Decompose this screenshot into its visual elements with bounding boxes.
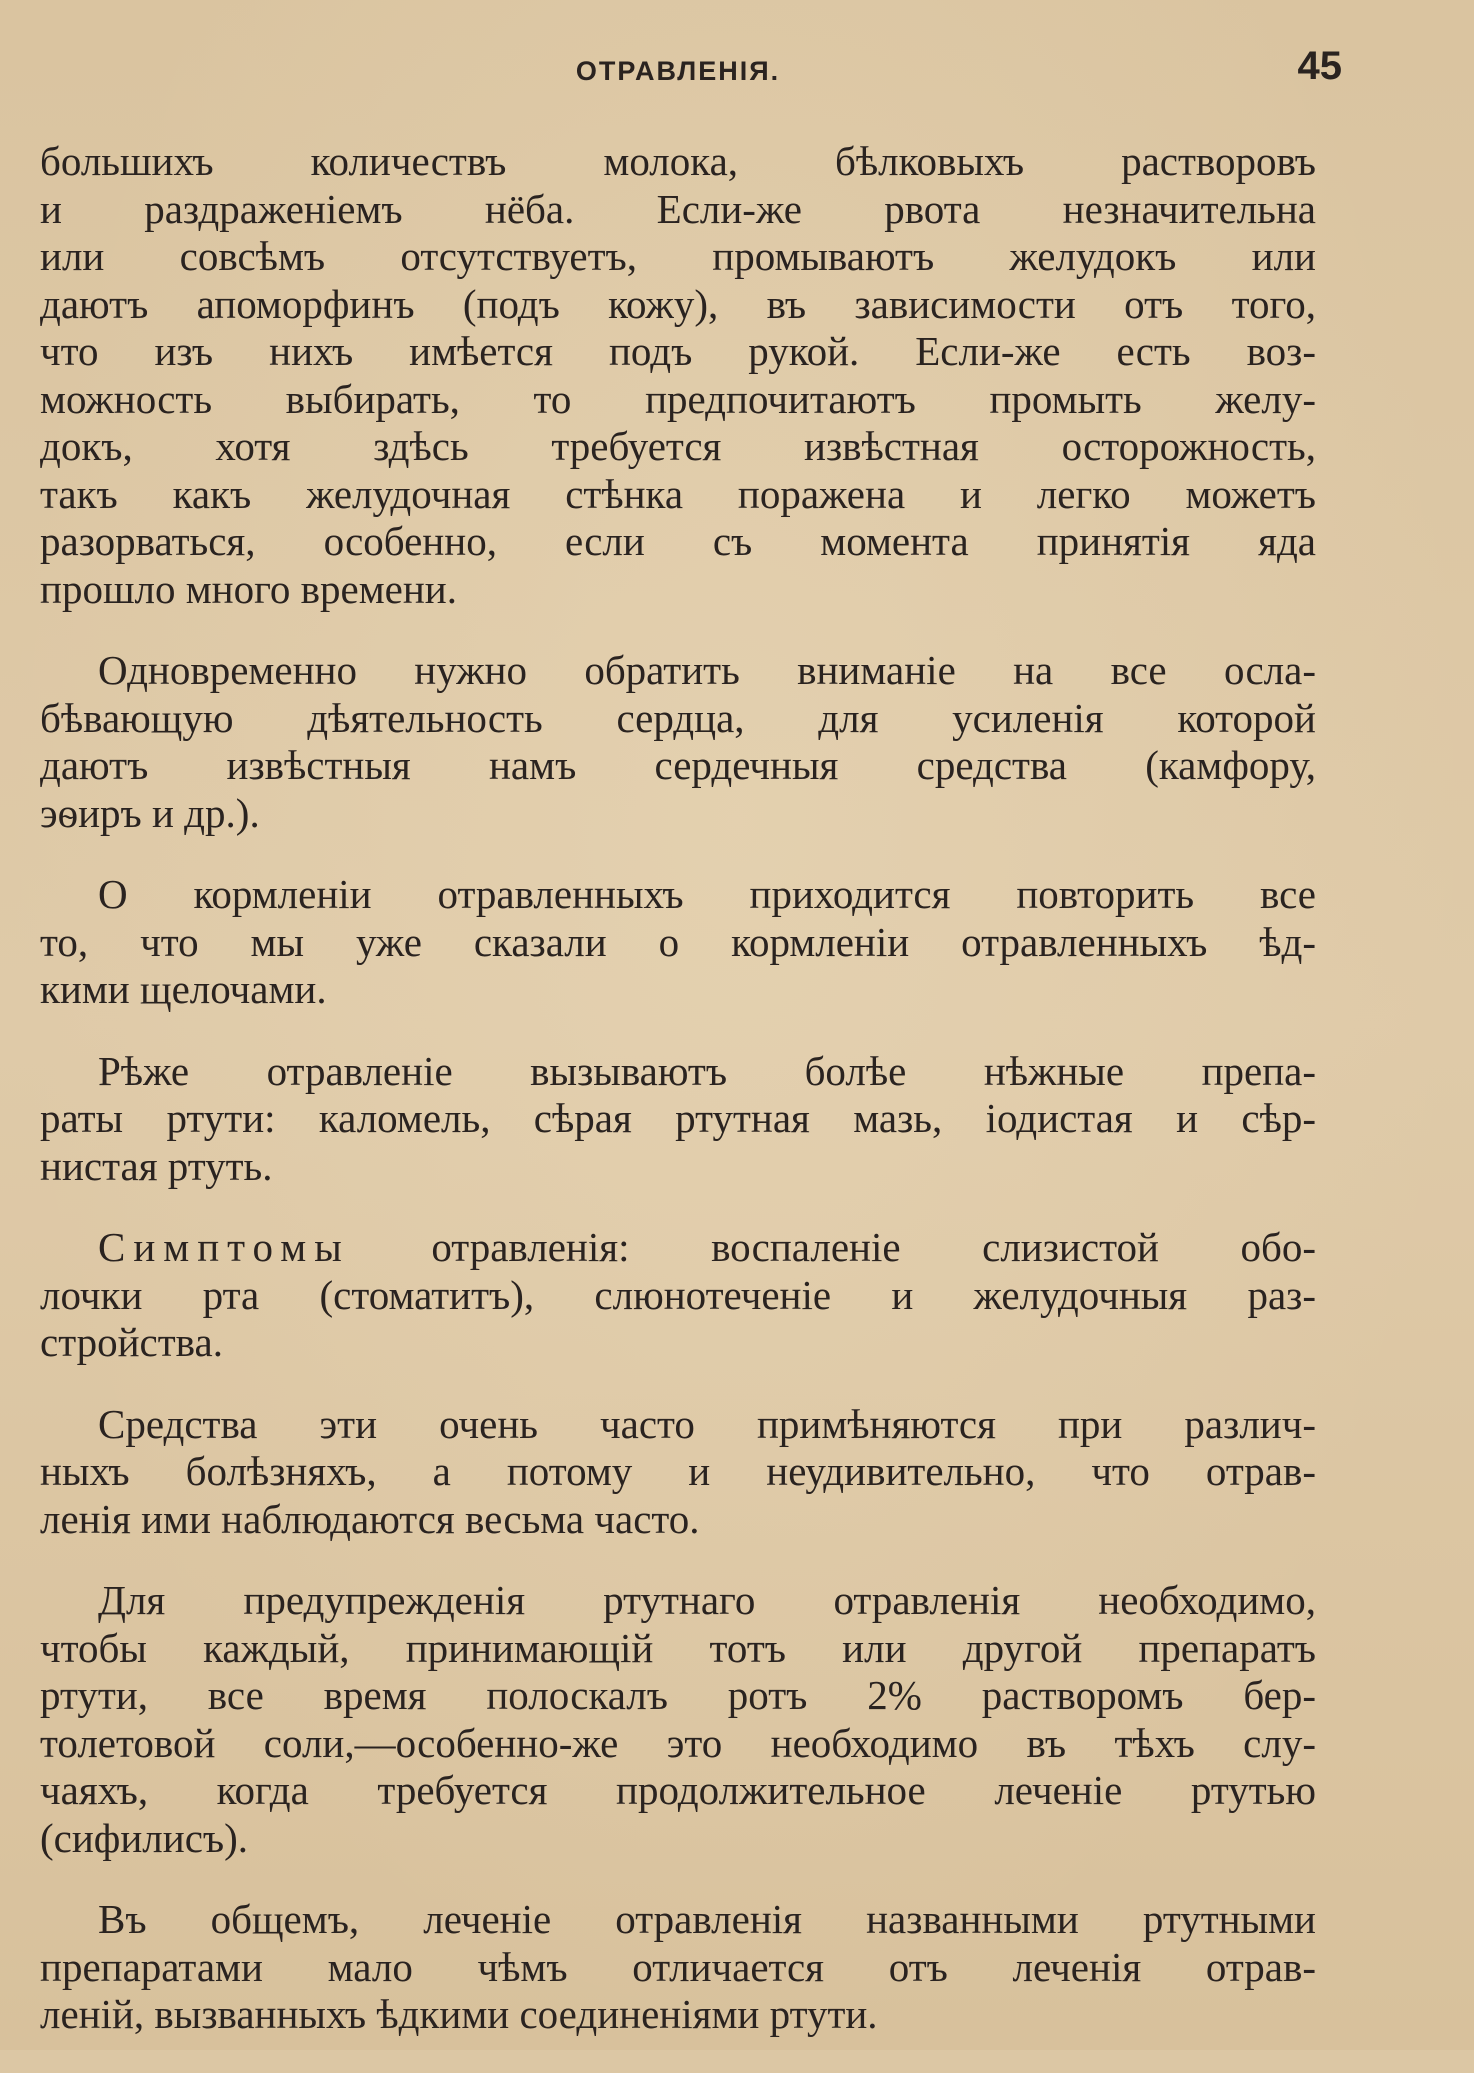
paragraph-3 — [40, 871, 1316, 1014]
page-number: 45 — [1297, 44, 1342, 88]
text-line: стройства. — [40, 1319, 223, 1365]
paragraph-4 — [40, 1048, 1316, 1191]
paragraph-5 — [40, 1224, 1316, 1367]
text-line: то, что мы уже сказали о кормленіи отравленныхъ ѣд- — [40, 918, 1316, 965]
text-line: Въ общемъ, леченіе отравленія названными ртутными — [98, 1896, 1316, 1942]
text-line: такъ какъ желудочная стѣнка поражена и легко можетъ — [40, 470, 1316, 517]
text-line: препаратами мало чѣмъ отличается отъ леченія отрав- — [40, 1943, 1316, 1990]
text-line: бѣвающую дѣятельность сердца, для усиленія которой — [40, 694, 1316, 741]
text-line: ленія ими наблюдаются весьма часто. — [40, 1495, 700, 1542]
running-head: ОТРАВЛЕНІЯ. — [575, 56, 781, 86]
text-line: лочки рта (стоматитъ), слюнотеченіе и желудочныя раз- — [40, 1271, 1316, 1318]
text-line: большихъ количествъ молока, бѣлковыхъ растворовъ — [40, 138, 1316, 184]
text-line-rest: отравленія: воспаленіе слизистой обо- — [349, 1224, 1316, 1270]
text-line: Средства эти очень часто примѣняются при различ- — [98, 1400, 1316, 1447]
text-line: эѳиръ и др.). — [40, 789, 260, 836]
text-line: прошло много времени. — [40, 565, 457, 612]
text-line: ныхъ болѣзняхъ, а потому и неудивительно, что отрав- — [40, 1448, 1316, 1494]
text-line: толетовой соли,—особенно-же это необходимо въ тѣхъ слу- — [40, 1719, 1316, 1766]
text-line: даютъ апоморфинъ (подъ кожу), въ зависимости отъ того, — [40, 280, 1316, 327]
paragraph-8 — [40, 1896, 1316, 2039]
spaced-heading-word: Симптомы — [98, 1224, 350, 1270]
text-line: чаяхъ, когда требуется продолжительное леченіе ртутью — [40, 1767, 1316, 1813]
text-line: О кормленіи отравленныхъ приходится повторить все — [98, 871, 1316, 917]
text-line: даютъ извѣстныя намъ сердечныя средства (камфору, — [40, 742, 1316, 788]
text-line: можность выбирать, то предпочитаютъ промыть желу- — [40, 375, 1316, 422]
text-line — [40, 1224, 1316, 1272]
text-line: что изъ нихъ имѣется подъ рукой. Если-же есть воз- — [40, 328, 1316, 374]
paragraph-6 — [40, 1401, 1316, 1544]
text-line: ртути, все время полоскалъ ротъ 2% растворомъ бер- — [40, 1672, 1316, 1718]
text-line: Рѣже отравленіе вызываютъ болѣе нѣжные препа- — [98, 1047, 1316, 1094]
text-line: или совсѣмъ отсутствуетъ, промываютъ желудокъ или — [40, 233, 1316, 279]
text-line: нистая ртуть. — [40, 1142, 273, 1189]
body-text — [40, 138, 1316, 2073]
text-line: (сифилисъ). — [40, 1814, 249, 1861]
text-line: раты ртути: каломель, сѣрая ртутная мазь, іодистая и сѣр- — [40, 1095, 1316, 1141]
text-line: докъ, хотя здѣсь требуется извѣстная осторожность, — [40, 423, 1316, 469]
text-line: леній, вызванныхъ ѣдкими соединеніями ртути. — [40, 1991, 878, 2037]
text-line: Одновременно нужно обратить вниманіе на все осла- — [98, 647, 1316, 693]
paragraph-7 — [40, 1577, 1316, 1862]
paragraph-1 — [40, 138, 1316, 613]
text-line: Для предупрежденія ртутнаго отравленія необходимо, — [98, 1577, 1316, 1623]
text-line: чтобы каждый, принимающій тотъ или другой препаратъ — [40, 1624, 1316, 1671]
paragraph-2 — [40, 647, 1316, 837]
text-line: и раздраженіемъ нёба. Если-же рвота незначительна — [40, 185, 1316, 232]
text-line: кими щелочами. — [40, 966, 327, 1012]
text-line: разорваться, особенно, если съ момента принятія яда — [40, 518, 1316, 564]
page-header — [40, 38, 1342, 108]
